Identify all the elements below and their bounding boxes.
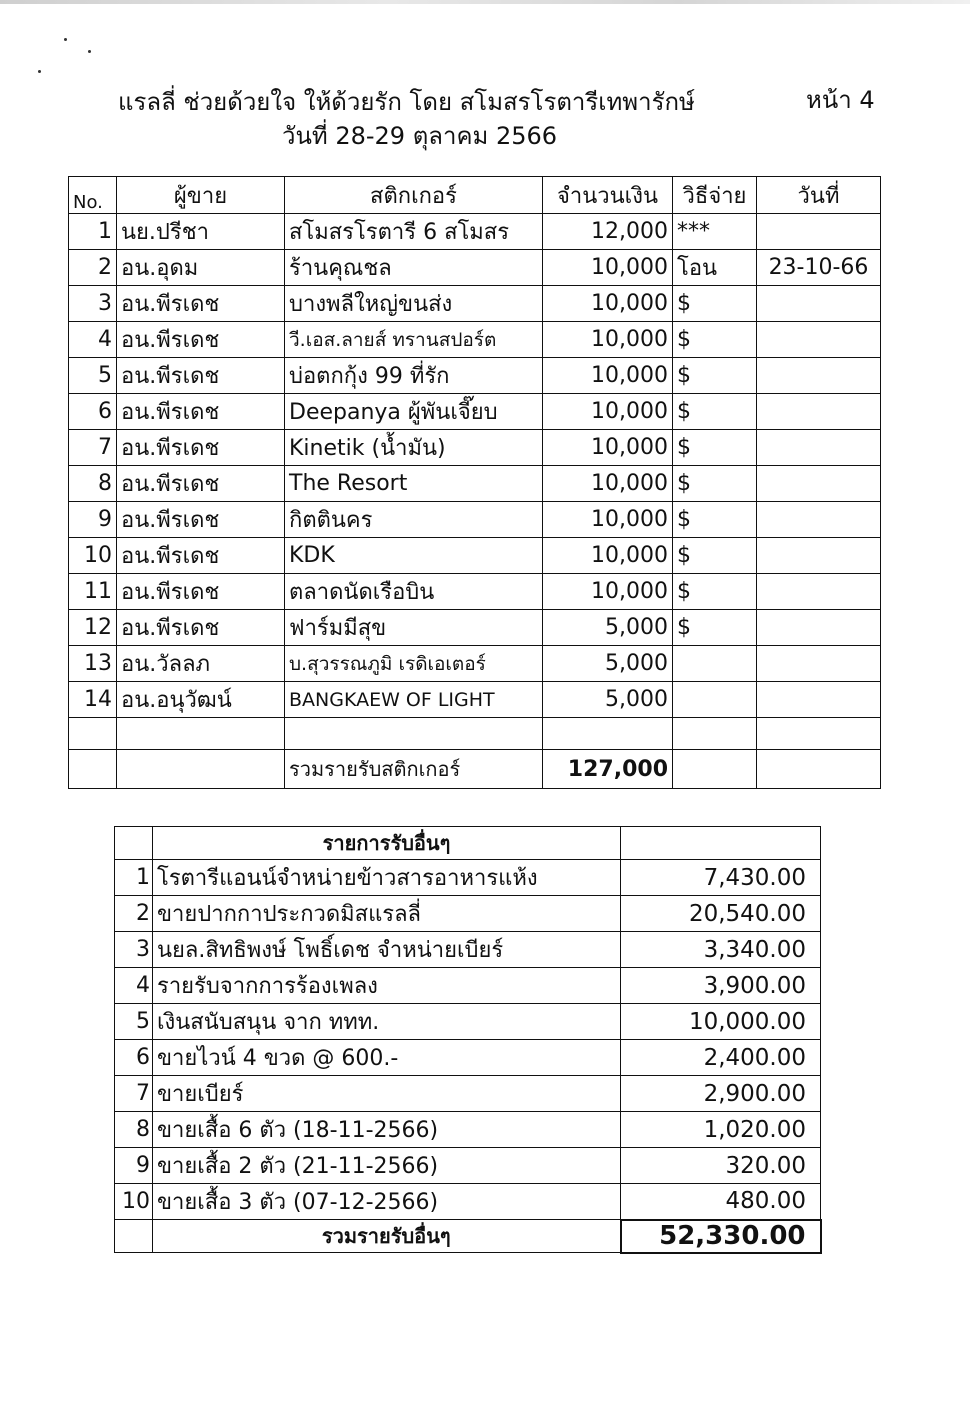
row-seller: อน.พีรเดช xyxy=(117,322,285,358)
row-no: 12 xyxy=(69,610,117,646)
header-payment: วิธีจ่าย xyxy=(673,177,757,214)
header-amount: จำนวนเงิน xyxy=(543,177,673,214)
row-amount: 2,900.00 xyxy=(621,1076,821,1112)
row-amount: 10,000 xyxy=(543,502,673,538)
row-item: รายรับจากการร้องเพลง xyxy=(153,968,621,1004)
sticker-total-row xyxy=(69,750,881,789)
row-no: 10 xyxy=(69,538,117,574)
row-item: ขายเบียร์ xyxy=(153,1076,621,1112)
table-row xyxy=(69,502,881,538)
document-title: แรลลี่ ช่วยด้วยใจ ให้ด้วยรัก โดย สโมสรโรตารีเทพารักษ์ xyxy=(118,88,695,116)
row-payment: *** xyxy=(673,214,757,250)
row-seller: อน.อุดม xyxy=(117,250,285,286)
table-row xyxy=(69,682,881,718)
row-payment: $ xyxy=(673,502,757,538)
row-sticker: ร้านคุณชล xyxy=(285,250,543,286)
table-row xyxy=(115,1112,821,1148)
row-item: ขายไวน์ 4 ขวด @ 600.- xyxy=(153,1040,621,1076)
table-row xyxy=(69,466,881,502)
row-item: ขายเสื้อ 2 ตัว (21-11-2566) xyxy=(153,1148,621,1184)
table-row xyxy=(69,286,881,322)
row-date xyxy=(757,322,881,358)
table-row xyxy=(69,394,881,430)
row-payment xyxy=(673,646,757,682)
row-no: 5 xyxy=(69,358,117,394)
row-amount: 320.00 xyxy=(621,1148,821,1184)
page-number: หน้า 4 xyxy=(806,86,875,114)
row-sticker: สโมสรโรตารี 6 สโมสร xyxy=(285,214,543,250)
row-seller: อน.อนุวัฒน์ xyxy=(117,682,285,718)
row-amount: 480.00 xyxy=(621,1184,821,1220)
row-date xyxy=(757,646,881,682)
row-seller: อน.วัลลภ xyxy=(117,646,285,682)
table-row xyxy=(69,574,881,610)
row-no: 2 xyxy=(69,250,117,286)
row-date xyxy=(757,214,881,250)
row-amount: 10,000 xyxy=(543,466,673,502)
row-payment xyxy=(673,682,757,718)
row-no: 3 xyxy=(69,286,117,322)
row-amount: 10,000 xyxy=(543,322,673,358)
row-no: 5 xyxy=(115,1004,153,1040)
header-no: No. xyxy=(69,177,117,214)
row-sticker: Kinetik (น้ำมัน) xyxy=(285,430,543,466)
row-amount: 1,020.00 xyxy=(621,1112,821,1148)
row-date xyxy=(757,466,881,502)
row-sticker: KDK xyxy=(285,538,543,574)
row-amount: 10,000 xyxy=(543,574,673,610)
row-date xyxy=(757,502,881,538)
row-no: 4 xyxy=(115,968,153,1004)
row-amount: 10,000 xyxy=(543,286,673,322)
row-no: 10 xyxy=(115,1184,153,1220)
row-no: 2 xyxy=(115,896,153,932)
table-row xyxy=(115,968,821,1004)
table-row xyxy=(69,610,881,646)
table-header-row xyxy=(69,177,881,214)
row-item: ขายเสื้อ 6 ตัว (18-11-2566) xyxy=(153,1112,621,1148)
row-amount: 7,430.00 xyxy=(621,860,821,896)
table-row xyxy=(69,358,881,394)
row-amount: 10,000 xyxy=(543,430,673,466)
other-income-total-amount: 52,330.00 xyxy=(621,1220,821,1253)
row-no: 7 xyxy=(115,1076,153,1112)
row-item: ขายปากกาประกวดมิสแรลลี่ xyxy=(153,896,621,932)
table-row xyxy=(69,214,881,250)
row-no: 14 xyxy=(69,682,117,718)
row-amount: 20,540.00 xyxy=(621,896,821,932)
table-row xyxy=(69,646,881,682)
row-item: นยล.สิทธิพงษ์ โพธิ์เดช จำหน่ายเบียร์ xyxy=(153,932,621,968)
row-no: 8 xyxy=(115,1112,153,1148)
row-seller: อน.พีรเดช xyxy=(117,358,285,394)
row-date xyxy=(757,574,881,610)
table-header-row xyxy=(115,827,821,860)
table-row xyxy=(69,538,881,574)
row-seller: อน.พีรเดช xyxy=(117,430,285,466)
table-row xyxy=(115,1148,821,1184)
scan-speck xyxy=(64,38,67,41)
row-payment: $ xyxy=(673,610,757,646)
row-no: 9 xyxy=(115,1148,153,1184)
row-payment: $ xyxy=(673,394,757,430)
row-amount: 10,000 xyxy=(543,538,673,574)
row-no: 1 xyxy=(69,214,117,250)
row-amount: 10,000.00 xyxy=(621,1004,821,1040)
row-no: 8 xyxy=(69,466,117,502)
row-no: 6 xyxy=(69,394,117,430)
other-income-table xyxy=(114,826,822,1254)
row-seller: อน.พีรเดช xyxy=(117,286,285,322)
table-row xyxy=(115,1004,821,1040)
table-row xyxy=(115,860,821,896)
sticker-total-amount: 127,000 xyxy=(543,750,673,789)
row-payment: $ xyxy=(673,286,757,322)
scan-speck xyxy=(88,50,91,53)
table-row xyxy=(115,1184,821,1220)
row-no: 6 xyxy=(115,1040,153,1076)
row-amount: 5,000 xyxy=(543,682,673,718)
row-amount: 3,340.00 xyxy=(621,932,821,968)
row-payment: $ xyxy=(673,538,757,574)
other-income-total-row xyxy=(115,1220,821,1253)
table-row xyxy=(115,1040,821,1076)
row-sticker: BANGKAEW OF LIGHT xyxy=(285,682,543,718)
row-date xyxy=(757,430,881,466)
row-no: 3 xyxy=(115,932,153,968)
row-date xyxy=(757,538,881,574)
row-seller: อน.พีรเดช xyxy=(117,574,285,610)
table-row xyxy=(115,932,821,968)
row-seller: อน.พีรเดช xyxy=(117,502,285,538)
header-date: วันที่ xyxy=(757,177,881,214)
scan-edge xyxy=(0,0,970,4)
table-row xyxy=(69,430,881,466)
table-row xyxy=(69,250,881,286)
row-date xyxy=(757,286,881,322)
row-amount: 10,000 xyxy=(543,250,673,286)
document-date: วันที่ 28-29 ตุลาคม 2566 xyxy=(282,122,558,150)
row-date xyxy=(757,682,881,718)
row-amount: 2,400.00 xyxy=(621,1040,821,1076)
row-payment: $ xyxy=(673,358,757,394)
scan-speck xyxy=(38,70,41,73)
row-no: 11 xyxy=(69,574,117,610)
header-seller: ผู้ขาย xyxy=(117,177,285,214)
row-date xyxy=(757,358,881,394)
header-sticker: สติกเกอร์ xyxy=(285,177,543,214)
row-sticker: Deepanya ผู้พันเจี๊ยบ xyxy=(285,394,543,430)
row-amount: 5,000 xyxy=(543,646,673,682)
row-seller: อน.พีรเดช xyxy=(117,538,285,574)
row-sticker: The Resort xyxy=(285,466,543,502)
sticker-sales-table xyxy=(68,176,881,789)
row-date xyxy=(757,610,881,646)
row-payment: $ xyxy=(673,574,757,610)
row-item: เงินสนับสนุน จาก ททท. xyxy=(153,1004,621,1040)
row-no: 4 xyxy=(69,322,117,358)
row-seller: อน.พีรเดช xyxy=(117,610,285,646)
row-amount: 12,000 xyxy=(543,214,673,250)
table-row xyxy=(115,1076,821,1112)
row-sticker: กิตตินคร xyxy=(285,502,543,538)
row-item: โรตารีแอนน์จำหน่ายข้าวสารอาหารแห้ง xyxy=(153,860,621,896)
row-payment: $ xyxy=(673,430,757,466)
other-income-header: รายการรับอื่นๆ xyxy=(153,827,621,860)
row-no: 7 xyxy=(69,430,117,466)
row-sticker: ฟาร์มมีสุข xyxy=(285,610,543,646)
row-payment: $ xyxy=(673,322,757,358)
other-income-total-label: รวมรายรับอื่นๆ xyxy=(153,1220,621,1253)
row-amount: 5,000 xyxy=(543,610,673,646)
row-payment: โอน xyxy=(673,250,757,286)
row-seller: นย.ปรีชา xyxy=(117,214,285,250)
row-amount: 3,900.00 xyxy=(621,968,821,1004)
row-no: 13 xyxy=(69,646,117,682)
row-no: 1 xyxy=(115,860,153,896)
empty-row xyxy=(69,718,881,750)
row-sticker: ตลาดนัดเรือบิน xyxy=(285,574,543,610)
row-sticker: บ่อตกกุ้ง 99 ที่รัก xyxy=(285,358,543,394)
row-date: 23-10-66 xyxy=(757,250,881,286)
row-amount: 10,000 xyxy=(543,394,673,430)
row-seller: อน.พีรเดช xyxy=(117,466,285,502)
row-amount: 10,000 xyxy=(543,358,673,394)
row-no: 9 xyxy=(69,502,117,538)
row-payment: $ xyxy=(673,466,757,502)
table-row xyxy=(115,896,821,932)
row-sticker: บางพลีใหญ่ขนส่ง xyxy=(285,286,543,322)
sticker-total-label: รวมรายรับสติกเกอร์ xyxy=(285,750,543,789)
row-date xyxy=(757,394,881,430)
row-seller: อน.พีรเดช xyxy=(117,394,285,430)
row-item: ขายเสื้อ 3 ตัว (07-12-2566) xyxy=(153,1184,621,1220)
table-row xyxy=(69,322,881,358)
row-sticker: บ.สุวรรณภูมิ เรดิเอเตอร์ xyxy=(285,646,543,682)
row-sticker: วี.เอส.ลายส์ ทรานสปอร์ต xyxy=(285,322,543,358)
